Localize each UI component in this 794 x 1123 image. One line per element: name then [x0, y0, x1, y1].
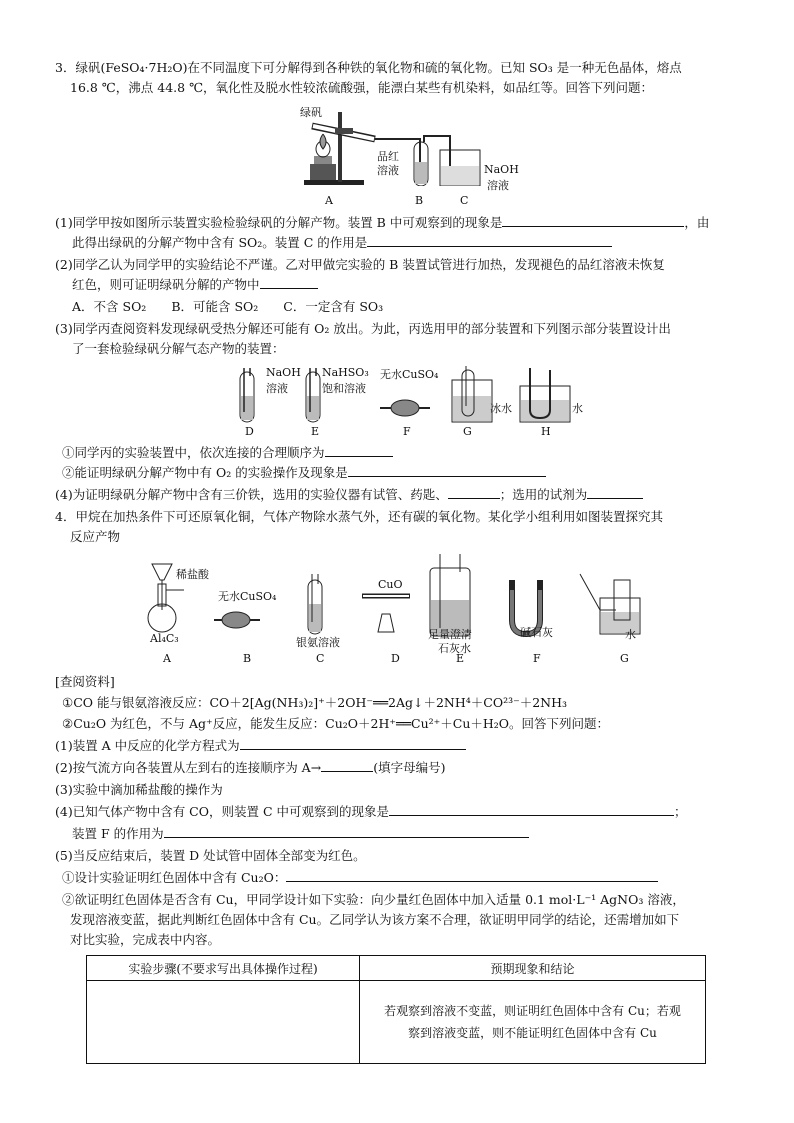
- q3-p3c: [62, 444, 393, 462]
- q3-p3-line2: 了一套检验绿矾分解气态产物的装置：: [72, 341, 285, 356]
- answer-blank[interactable]: [321, 759, 373, 772]
- answer-blank[interactable]: [502, 214, 684, 227]
- q4-s5a: [62, 869, 658, 887]
- fig4-letter-f: F: [533, 652, 541, 665]
- answer-blank[interactable]: [448, 486, 500, 499]
- q4-s5: (5)当反应结束后，装置 D 处试管中固体全部变为红色。: [55, 848, 366, 863]
- label-h-water: 水: [572, 402, 583, 415]
- fig2-letter-h: H: [541, 425, 551, 438]
- label-c-silver-ammonia: 银氨溶液: [296, 636, 340, 649]
- q4-s5a-text: ①设计实验证明红色固体中含有 Cu₂O：: [62, 870, 287, 885]
- q4-s4-text: (4)已知气体产物中含有 CO，则装置 C 中可观察到的现象是: [55, 804, 390, 819]
- label-g-water: 水: [625, 628, 636, 641]
- q4-s2-text: (2)按气流方向各装置从左到右的连接顺序为 A→: [55, 760, 322, 775]
- q4-s4-end: ；: [674, 804, 687, 819]
- q3-p1-text: (1)同学甲按如图所示装置实验检验绿矾的分解产物。装置 B 中可观察到的现象是: [55, 215, 503, 230]
- q3-p2-options: A．不含 SO₂ B．可能含 SO₂ C．一定含有 SO₃: [72, 299, 384, 314]
- q4-s2: [55, 759, 445, 777]
- label-d-naoh: NaOH: [266, 366, 301, 379]
- q3-p2-line2: [72, 276, 318, 294]
- answer-blank[interactable]: [325, 444, 393, 457]
- q3-intro-line2: 16.8 ℃，沸点 44.8 ℃，氧化性及脱水性较浓硫酸强，能漂白某些有机染料，如品红等。回答下列问题：: [70, 80, 654, 95]
- q3-p1b-text: 此得出绿矾的分解产物中含有 SO₂。装置 C 的作用是: [72, 235, 368, 250]
- q3-p4: [55, 486, 643, 504]
- fig4-letter-g: G: [620, 652, 629, 665]
- label-a-al4c3: Al₄C₃: [150, 632, 179, 645]
- label-e-limewater2: 石灰水: [438, 642, 471, 655]
- label-lvfan: 绿矾: [300, 106, 322, 119]
- q3-p2-line1: (2)同学乙认为同学甲的实验结论不严谨。乙对甲做完实验的 B 装置试管进行加热，发现褪色的品红溶液未恢复: [55, 257, 665, 272]
- q4-ref1: ①CO 能与银氨溶液反应：CO＋2[Ag(NH₃)₂]⁺＋2OH⁻══2Ag↓＋2NH⁴＋CO²³⁻＋2NH₃: [62, 695, 567, 710]
- q4-ref2: ②Cu₂O 为红色，不与 Ag⁺反应，能发生反应：Cu₂O＋2H⁺══Cu²⁺＋Cu＋H₂O。回答下列问题：: [62, 716, 610, 731]
- table-cell-expected: [360, 981, 706, 1064]
- q3-p1-line1: [55, 214, 709, 232]
- fig4-letter-d: D: [391, 652, 400, 665]
- label-pinhong-solution: 溶液: [377, 164, 399, 177]
- label-e-nahso3: NaHSO₃: [322, 366, 369, 379]
- q4-s4b: [72, 825, 529, 843]
- q4-s3: (3)实验中滴加稀盐酸的操作为: [55, 782, 223, 797]
- q3-p3c-text: ①同学丙的实验装置中，依次连接的合理顺序为: [62, 445, 325, 460]
- fig2-letter-d: D: [245, 425, 254, 438]
- answer-blank[interactable]: [348, 464, 546, 477]
- fig4-letter-a: A: [163, 652, 171, 665]
- q4-s5b-line1: ②欲证明红色固体是否含有 Cu，甲同学设计如下实验：向少量红色固体中加入适量 0.1 mol·L⁻¹ AgNO₃ 溶液，: [62, 892, 685, 907]
- q4-s4: [55, 803, 687, 821]
- fig4-letter-c: C: [316, 652, 325, 665]
- fig1-letter-a: A: [325, 194, 333, 207]
- q3-p3-line1: (3)同学丙查阅资料发现绿矾受热分解还可能有 O₂ 放出。为此，丙选用甲的部分装置和下列图示部分装置设计出: [55, 321, 671, 336]
- label-a-hcl: 稀盐酸: [176, 568, 209, 581]
- label-pinhong: 品红: [377, 150, 399, 163]
- q3-p1-end: ，由: [684, 215, 710, 230]
- label-f-cuso4: 无水CuSO₄: [380, 368, 439, 381]
- answer-blank[interactable]: [367, 234, 612, 247]
- table-cell-steps-blank[interactable]: [87, 981, 360, 1064]
- answer-blank[interactable]: [286, 869, 658, 882]
- label-f-sodalime: 碱石灰: [520, 626, 553, 639]
- table-header-steps: 实验步骤(不要求写出具体操作过程): [87, 956, 360, 981]
- fig2-letter-g: G: [463, 425, 472, 438]
- experiment-table: [86, 955, 706, 1064]
- table-cell-expected-line1: 若观察到溶液不变蓝，则证明红色固体中含有 Cu；若观: [384, 1004, 681, 1018]
- label-d-solution: 溶液: [266, 382, 288, 395]
- q3-intro-line1: 3．绿矾(FeSO₄·7H₂O)在不同温度下可分解得到各种铁的氧化物和硫的氧化物。已知 SO₃ 是一种无色晶体，熔点: [55, 60, 682, 75]
- answer-blank[interactable]: [240, 737, 466, 750]
- q3-p2b-text: 红色，则可证明绿矾分解的产物中: [72, 277, 260, 292]
- answer-blank[interactable]: [260, 276, 318, 289]
- fig2-letter-e: E: [311, 425, 320, 438]
- label-d-cuo: CuO: [378, 578, 403, 591]
- q4-apparatus-figure: [140, 550, 650, 650]
- fig1-letter-b: B: [415, 194, 424, 207]
- q4-s5b-line3: 对比实验，完成表中内容。: [70, 932, 221, 947]
- fig4-letter-e: E: [456, 652, 465, 665]
- q4-s2b-text: (填字母编号): [373, 760, 446, 775]
- table-header-expected: 预期现象和结论: [360, 956, 706, 981]
- q4-s1: [55, 737, 466, 755]
- q3-p3d-text: ②能证明绿矾分解产物中有 O₂ 的实验操作及现象是: [62, 465, 348, 480]
- fig4-letter-b: B: [243, 652, 252, 665]
- label-e-limewater1: 足量澄清: [428, 628, 472, 641]
- fig1-letter-c: C: [460, 194, 469, 207]
- label-naoh: NaOH: [484, 163, 519, 176]
- label-g-icewater: 冰水: [490, 402, 512, 415]
- answer-blank[interactable]: [389, 803, 674, 816]
- label-naoh-solution: 溶液: [487, 179, 509, 192]
- table-cell-expected-line2: 察到溶液变蓝，则不能证明红色固体中含有 Cu: [408, 1026, 657, 1040]
- label-e-saturated: 饱和溶液: [322, 382, 366, 395]
- q3-p4b-text: ；选用的试剂为: [499, 487, 588, 502]
- answer-blank[interactable]: [164, 825, 529, 838]
- q3-p3d: [62, 464, 546, 482]
- label-b-cuso4: 无水CuSO₄: [218, 590, 277, 603]
- q4-s4b-text: 装置 F 的作用为: [72, 826, 164, 841]
- q3-p1-line2: [72, 234, 612, 252]
- fig2-letter-f: F: [403, 425, 411, 438]
- q4-ref-title: [查阅资料]: [55, 674, 115, 689]
- q4-intro-line1: 4．甲烷在加热条件下可还原氧化铜，气体产物除水蒸气外，还有碳的氧化物。某化学小组利用如图装置探究其: [55, 509, 663, 524]
- q4-s5b-line2: 发现溶液变蓝，据此判断红色固体中含有 Cu。乙同学认为该方案不合理，欲证明甲同学的结论，还需增加如下: [70, 912, 680, 927]
- q3-p4-text: (4)为证明绿矾分解产物中含有三价铁，选用的实验仪器有试管、药匙、: [55, 487, 448, 502]
- q4-intro-line2: 反应产物: [70, 529, 121, 544]
- q4-s1-text: (1)装置 A 中反应的化学方程式为: [55, 738, 240, 753]
- answer-blank[interactable]: [587, 486, 643, 499]
